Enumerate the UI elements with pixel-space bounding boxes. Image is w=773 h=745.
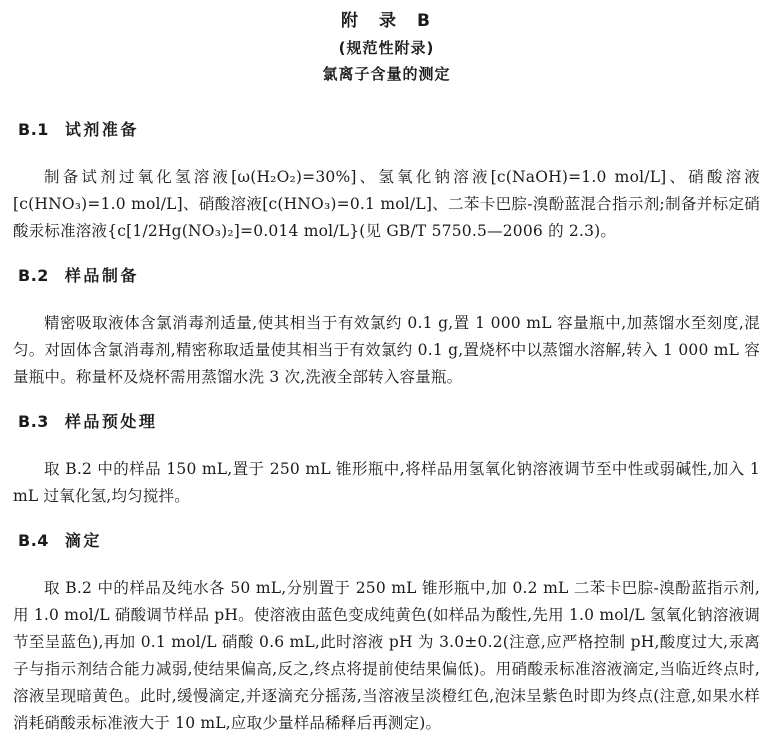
appendix-subject: 氯离子含量的测定 [322,65,451,83]
section-b1-number: B.1 [18,120,49,139]
appendix-type: (规范性附录) [338,39,435,57]
section-b3-number: B.3 [18,412,49,431]
section-b3-paragraph: 取 B.2 中的样品 150 mL,置于 250 mL 锥形瓶中,将样品用氢氧化钠溶液调节至中性或弱碱性,加入 1 mL 过氧化氢,均匀搅拌。 [13,460,760,505]
section-b3-heading [18,409,760,432]
section-b1-paragraph: 制备试剂过氧化氢溶液[ω(H₂O₂)=30%]、氢氧化钠溶液[c(NaOH)=1.0 mol/L]、硝酸溶液[c(HNO₃)=1.0 mol/L]、硝酸溶液[c(HNO₃)=0.1 mol/L]、二苯卡巴腙-溴酚蓝混合指示剂;制备并标定硝酸汞标准溶液{c[1/2Hg(NO₃)₂]=0.014 mol/L}(见 GB/T 5750.5—2006 的 2.3)。 [13,168,760,240]
section-b2-number: B.2 [18,266,49,285]
section-b1-title: 试剂准备 [64,120,139,139]
section-b1 [13,117,760,245]
section-b3 [13,409,760,510]
section-b4 [13,528,760,737]
appendix-header [13,8,760,87]
section-b4-number: B.4 [18,531,49,550]
section-b4-paragraph: 取 B.2 中的样品及纯水各 50 mL,分别置于 250 mL 锥形瓶中,加 0.2 mL 二苯卡巴腙-溴酚蓝指示剂,用 1.0 mol/L 硝酸调节样品 pH。使溶液由蓝色变成纯黄色(如样品为酸性,先用 1.0 mol/L 氢氧化钠溶液调节至呈蓝色),再加 0.1 mol/L 硝酸 0.6 mL,此时溶液 pH 为 3.0±0.2(注意,应严格控制 pH,酸度过大,汞离子与指示剂结合能力减弱,使结果偏高,反之,终点将提前使结果偏低)。用硝酸汞标准溶液滴定,当临近终点时,溶液呈现暗黄色。此时,缓慢滴定,并逐滴充分摇荡,当溶液呈淡橙红色,泡沫呈紫色时即为终点(注意,如果水样消耗硝酸汞标准液大于 10 mL,应取少量样品稀释后再测定)。 [13,579,760,732]
section-b2-paragraph: 精密吸取液体含氯消毒剂适量,使其相当于有效氯约 0.1 g,置 1 000 mL 容量瓶中,加蒸馏水至刻度,混匀。对固体含氯消毒剂,精密称取适量使其相当于有效氯约 0.1 g,置烧杯中以蒸馏水溶解,转入 1 000 mL 容量瓶中。称量杯及烧杯需用蒸馏水洗 3 次,洗液全部转入容量瓶。 [13,314,760,386]
section-b2 [13,263,760,391]
section-b2-title: 样品制备 [64,266,139,285]
section-b3-title: 样品预处理 [64,412,158,431]
section-b4-heading [18,528,760,551]
appendix-title: 附 录 B [341,11,432,31]
section-b2-heading [18,263,760,286]
section-b1-heading [18,117,760,140]
section-b4-title: 滴定 [64,531,102,550]
